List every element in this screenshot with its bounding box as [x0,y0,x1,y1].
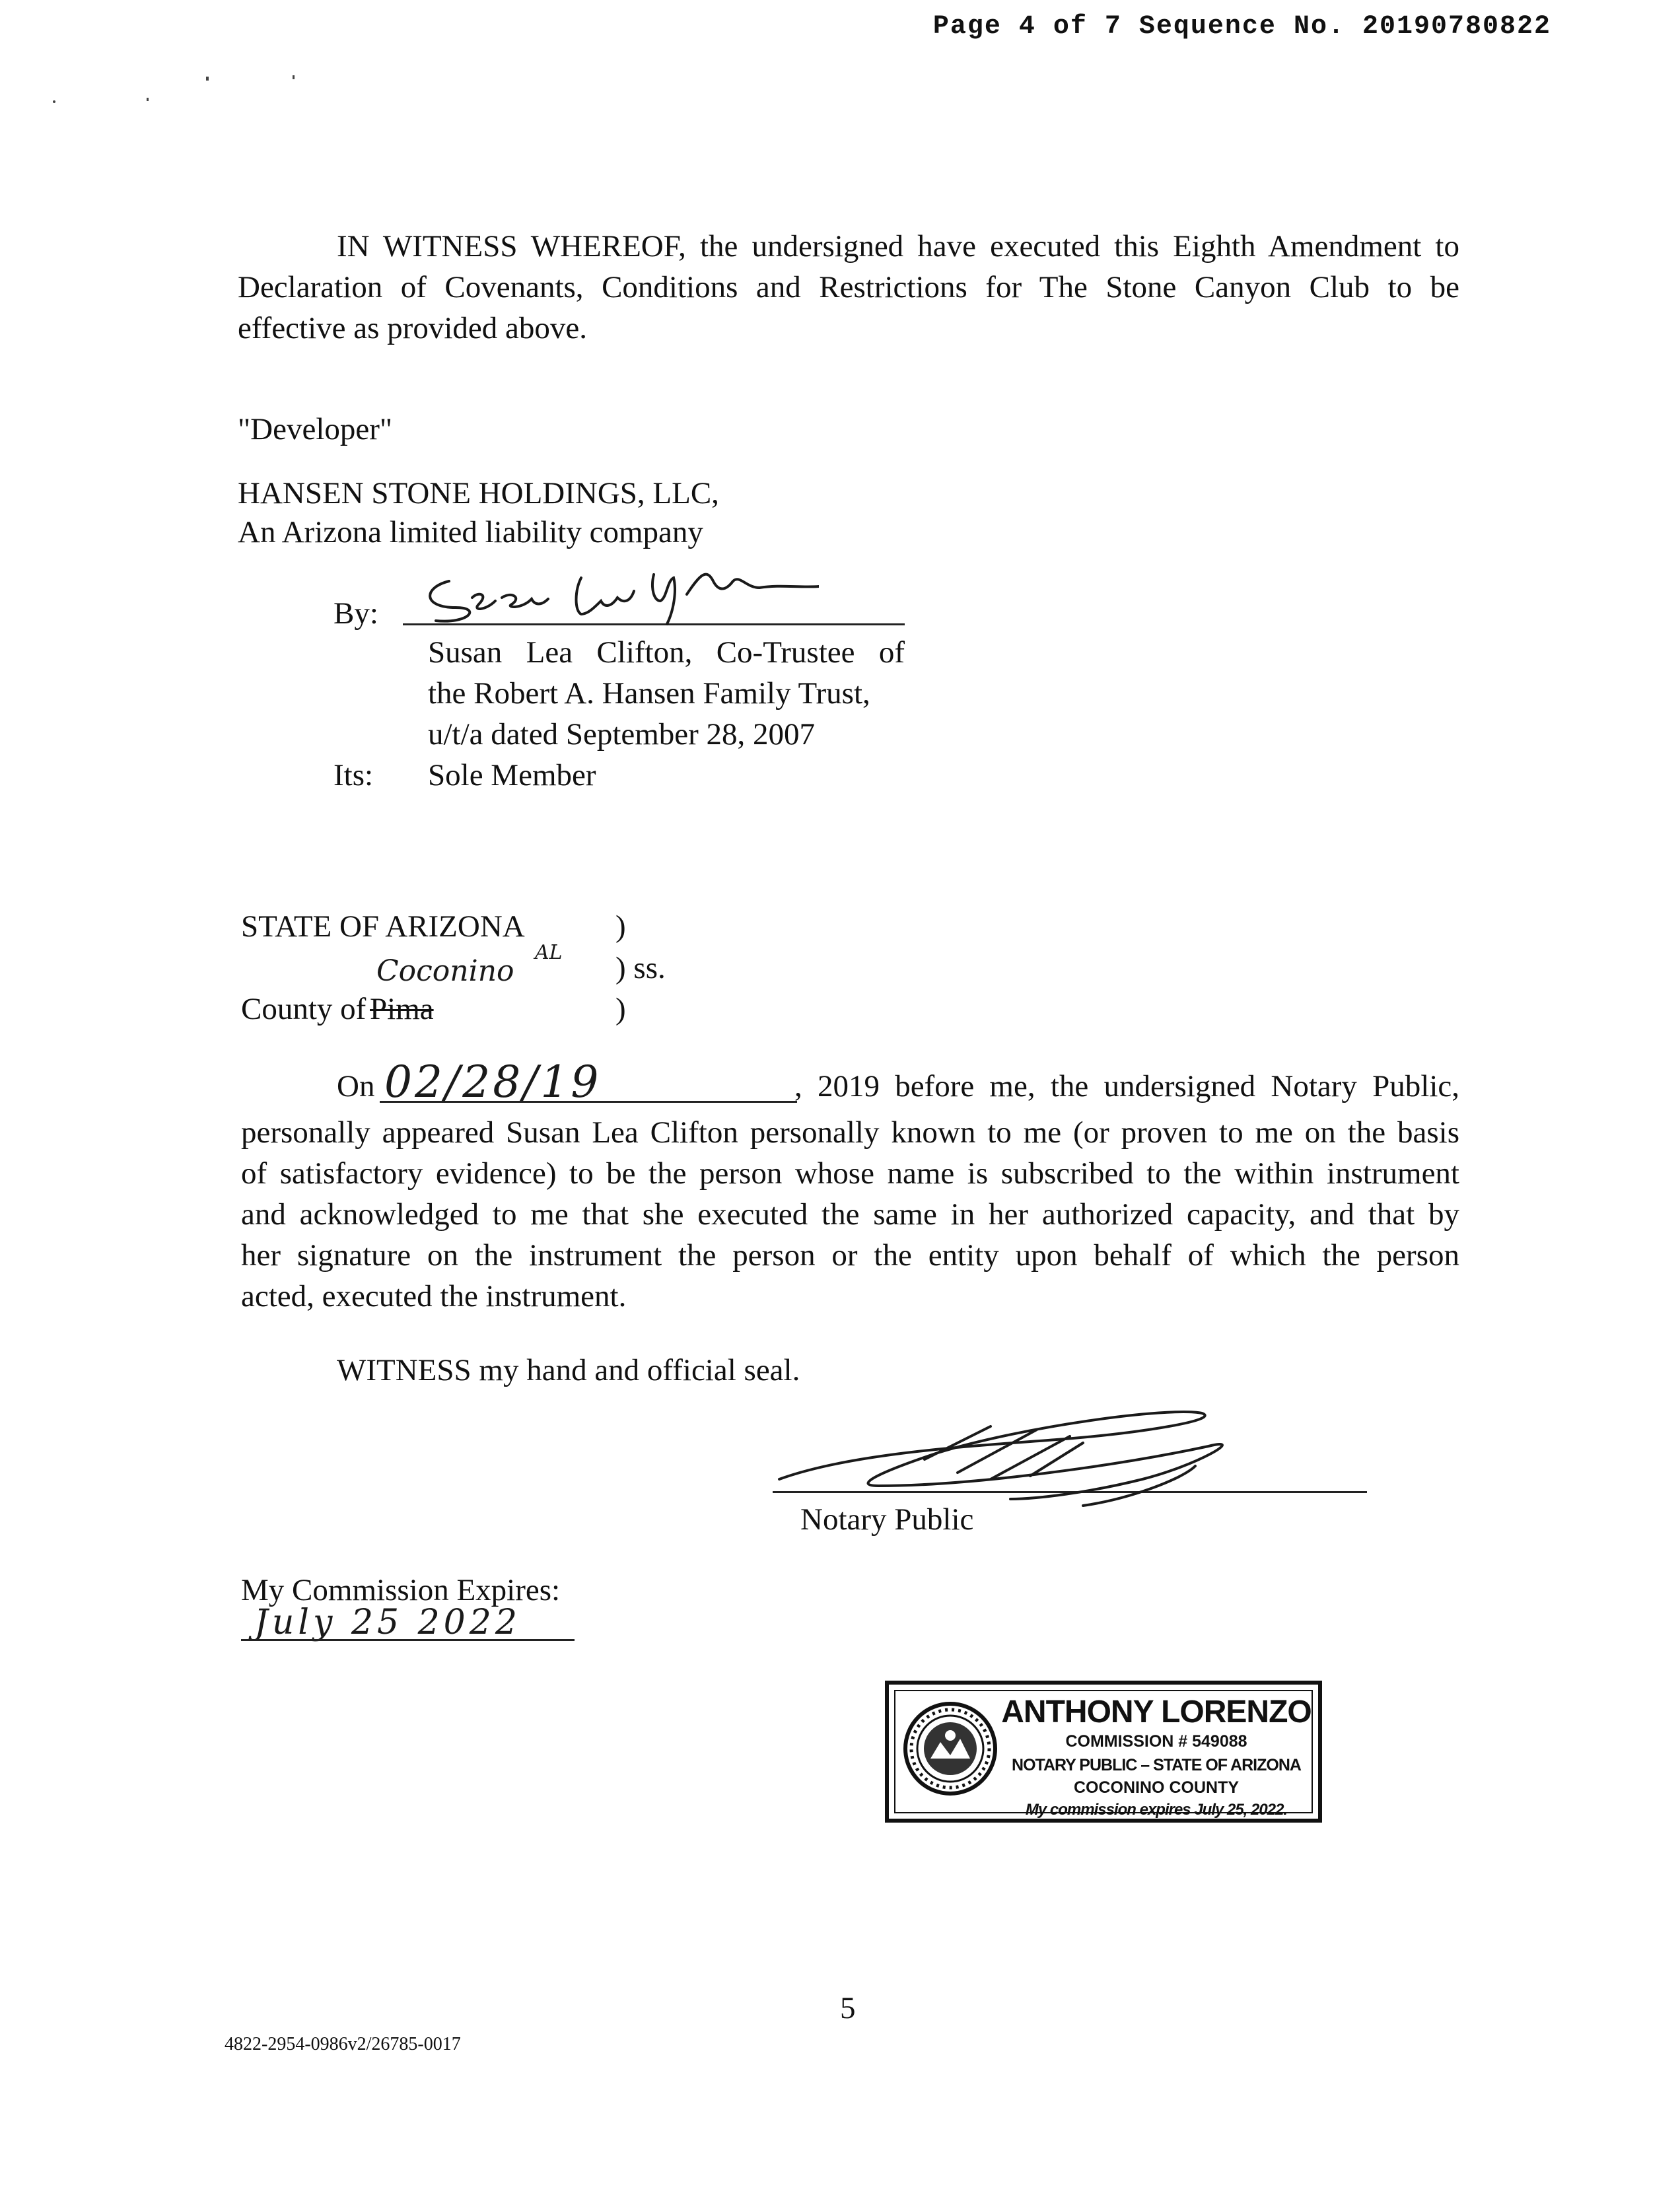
venue-paren-1: ) [615,909,626,944]
stamp-commission-number: COMMISSION # 549088 [1065,1732,1247,1751]
stamp-expiration: My commission expires July 25, 2022. [1025,1801,1288,1819]
ack-date-handwritten: 02/28/19 [384,1057,602,1107]
ack-line-1: personally appeared Susan Lea Clifton personally known to me (or proven to me on the basis [241,1115,1459,1150]
venue-paren-3: ) [615,992,626,1026]
on-label: On [337,1069,375,1103]
county-initials: AL [535,941,563,964]
company-type: An Arizona limited liability company [238,515,703,549]
its-label: Its: [333,758,374,792]
stamp-notary-title: NOTARY PUBLIC – STATE OF ARIZONA [1012,1756,1301,1774]
notary-public-label: Notary Public [800,1502,974,1537]
ack-line-3: and acknowledged to me that she executed the same in her authorized capacity, and that by [241,1197,1459,1232]
ack-date-line [380,1101,797,1103]
venue-paren-2: ) ss. [615,951,666,985]
ack-first-line: , 2019 before me, the undersigned Notary Public, [794,1069,1459,1103]
page-number: 5 [840,1991,856,2025]
ack-line-2: of satisfactory evidence) to be the person whose name is subscribed to the within instrument [241,1156,1459,1191]
commission-line [241,1639,575,1641]
page-sequence-header: Page 4 of 7 Sequence No. 20190780822 [932,12,1551,42]
signer-line-2: the Robert A. Hansen Family Trust, [428,676,870,711]
arizona-seal-icon [901,1699,1000,1798]
ack-line-5: acted, executed the instrument. [241,1279,627,1313]
developer-label: "Developer" [238,412,393,446]
county-handwritten: Coconino [376,954,514,988]
commission-date-handwritten: July 25 2022 [254,1603,521,1642]
stamp-county: COCONINO COUNTY [1074,1778,1239,1797]
signer-line-3: u/t/a dated September 28, 2007 [428,717,816,751]
witness-whereof-paragraph [238,226,1459,349]
ack-line-4: her signature on the instrument the person or the entity upon behalf of which the person [241,1238,1459,1273]
witness-line-1: IN WITNESS WHEREOF, the undersigned have executed this Eighth Amendment to [337,229,1459,263]
signer-line-1: Susan Lea Clifton, Co-Trustee of [428,635,905,670]
its-value: Sole Member [428,758,596,792]
by-label: By: [333,596,378,631]
document-id: 4822-2954-0986v2/26785-0017 [225,2034,461,2054]
developer-signature-image [409,568,819,634]
venue-state: STATE OF ARIZONA [241,909,525,944]
witness-line-3: effective as provided above. [238,311,587,345]
notary-stamp [885,1681,1322,1823]
commission-expires-label: My Commission Expires: [241,1573,561,1607]
company-name: HANSEN STONE HOLDINGS, LLC, [238,476,719,510]
witness-seal-text: WITNESS my hand and official seal. [337,1353,800,1387]
ack-paragraph [241,1112,1459,1317]
county-struck: Pima [370,992,434,1026]
notary-signature-image [773,1400,1354,1519]
witness-line-2: Declaration of Covenants, Conditions and Restrictions for The Stone Canyon Club to be [238,270,1459,304]
county-label: County of [241,992,367,1026]
stamp-notary-name: ANTHONY LORENZO [1001,1694,1312,1729]
